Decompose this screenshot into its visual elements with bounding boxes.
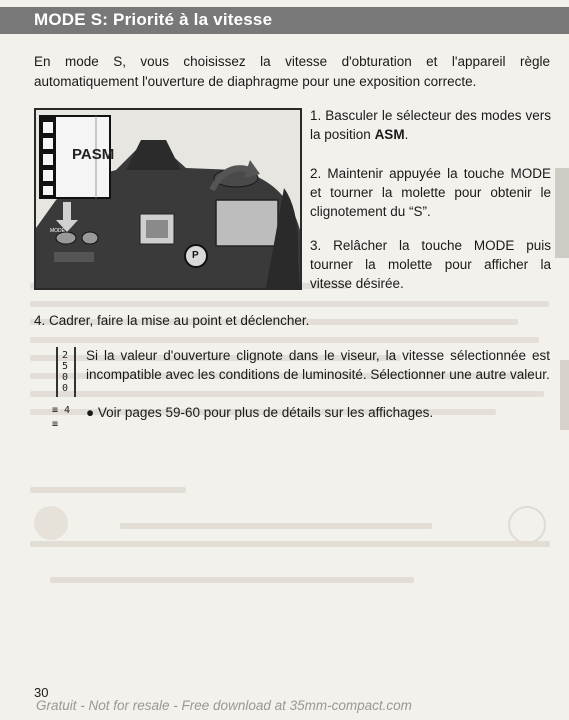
section-header	[0, 7, 569, 34]
reverse-side-bleed-lower	[30, 480, 550, 590]
p-button-label: P	[192, 250, 199, 261]
mode-dial-label: PASM	[72, 146, 115, 163]
see-pages-note: ● Voir pages 59-60 pour plus de détails sur les affichages.	[86, 405, 434, 420]
viewfinder-aperture-blink-icon: ≡ 4 ≡	[52, 405, 71, 430]
step-1-end: .	[404, 127, 409, 142]
step-2: 2. Maintenir appuyée la touche MODE et tourner la molette pour obtenir le clignotement du “S”.	[310, 166, 551, 219]
camera-top-illustration	[34, 108, 302, 290]
step-1-text: 1. Basculer le sélecteur des modes vers la position	[310, 108, 551, 142]
section-title: MODE S: Priorité à la vitesse	[34, 10, 273, 29]
step-4: 4. Cadrer, faire la mise au point et déclencher.	[34, 313, 310, 328]
warning-note: Si la valeur d'ouverture clignote dans le viseur, la vitesse sélectionnée est incompatible avec les conditions de luminosité. Sélectionner une autre valeur.	[86, 348, 550, 382]
footer-watermark: Gratuit - Not for resale - Free download at 35mm-compact.com	[36, 698, 412, 713]
mode-button-label: MODE	[50, 228, 65, 234]
step-3: 3. Relâcher la touche MODE puis tourner la molette pour afficher la vitesse désirée.	[310, 238, 551, 291]
step-1	[310, 106, 551, 144]
page-number: 30	[34, 685, 49, 700]
intro-paragraph: En mode S, vous choisissez la vitesse d'obturation et l'appareil règle automatiquement l'ouverture de diaphragme pour une exposition correcte.	[34, 54, 550, 89]
asm-mode-label: ASM	[374, 127, 405, 142]
page-edge-shadow	[555, 168, 569, 258]
viewfinder-shutter-digits: 2 5 0 0	[61, 350, 69, 394]
camera-drawing	[36, 110, 300, 288]
page-edge-shadow	[560, 360, 569, 430]
